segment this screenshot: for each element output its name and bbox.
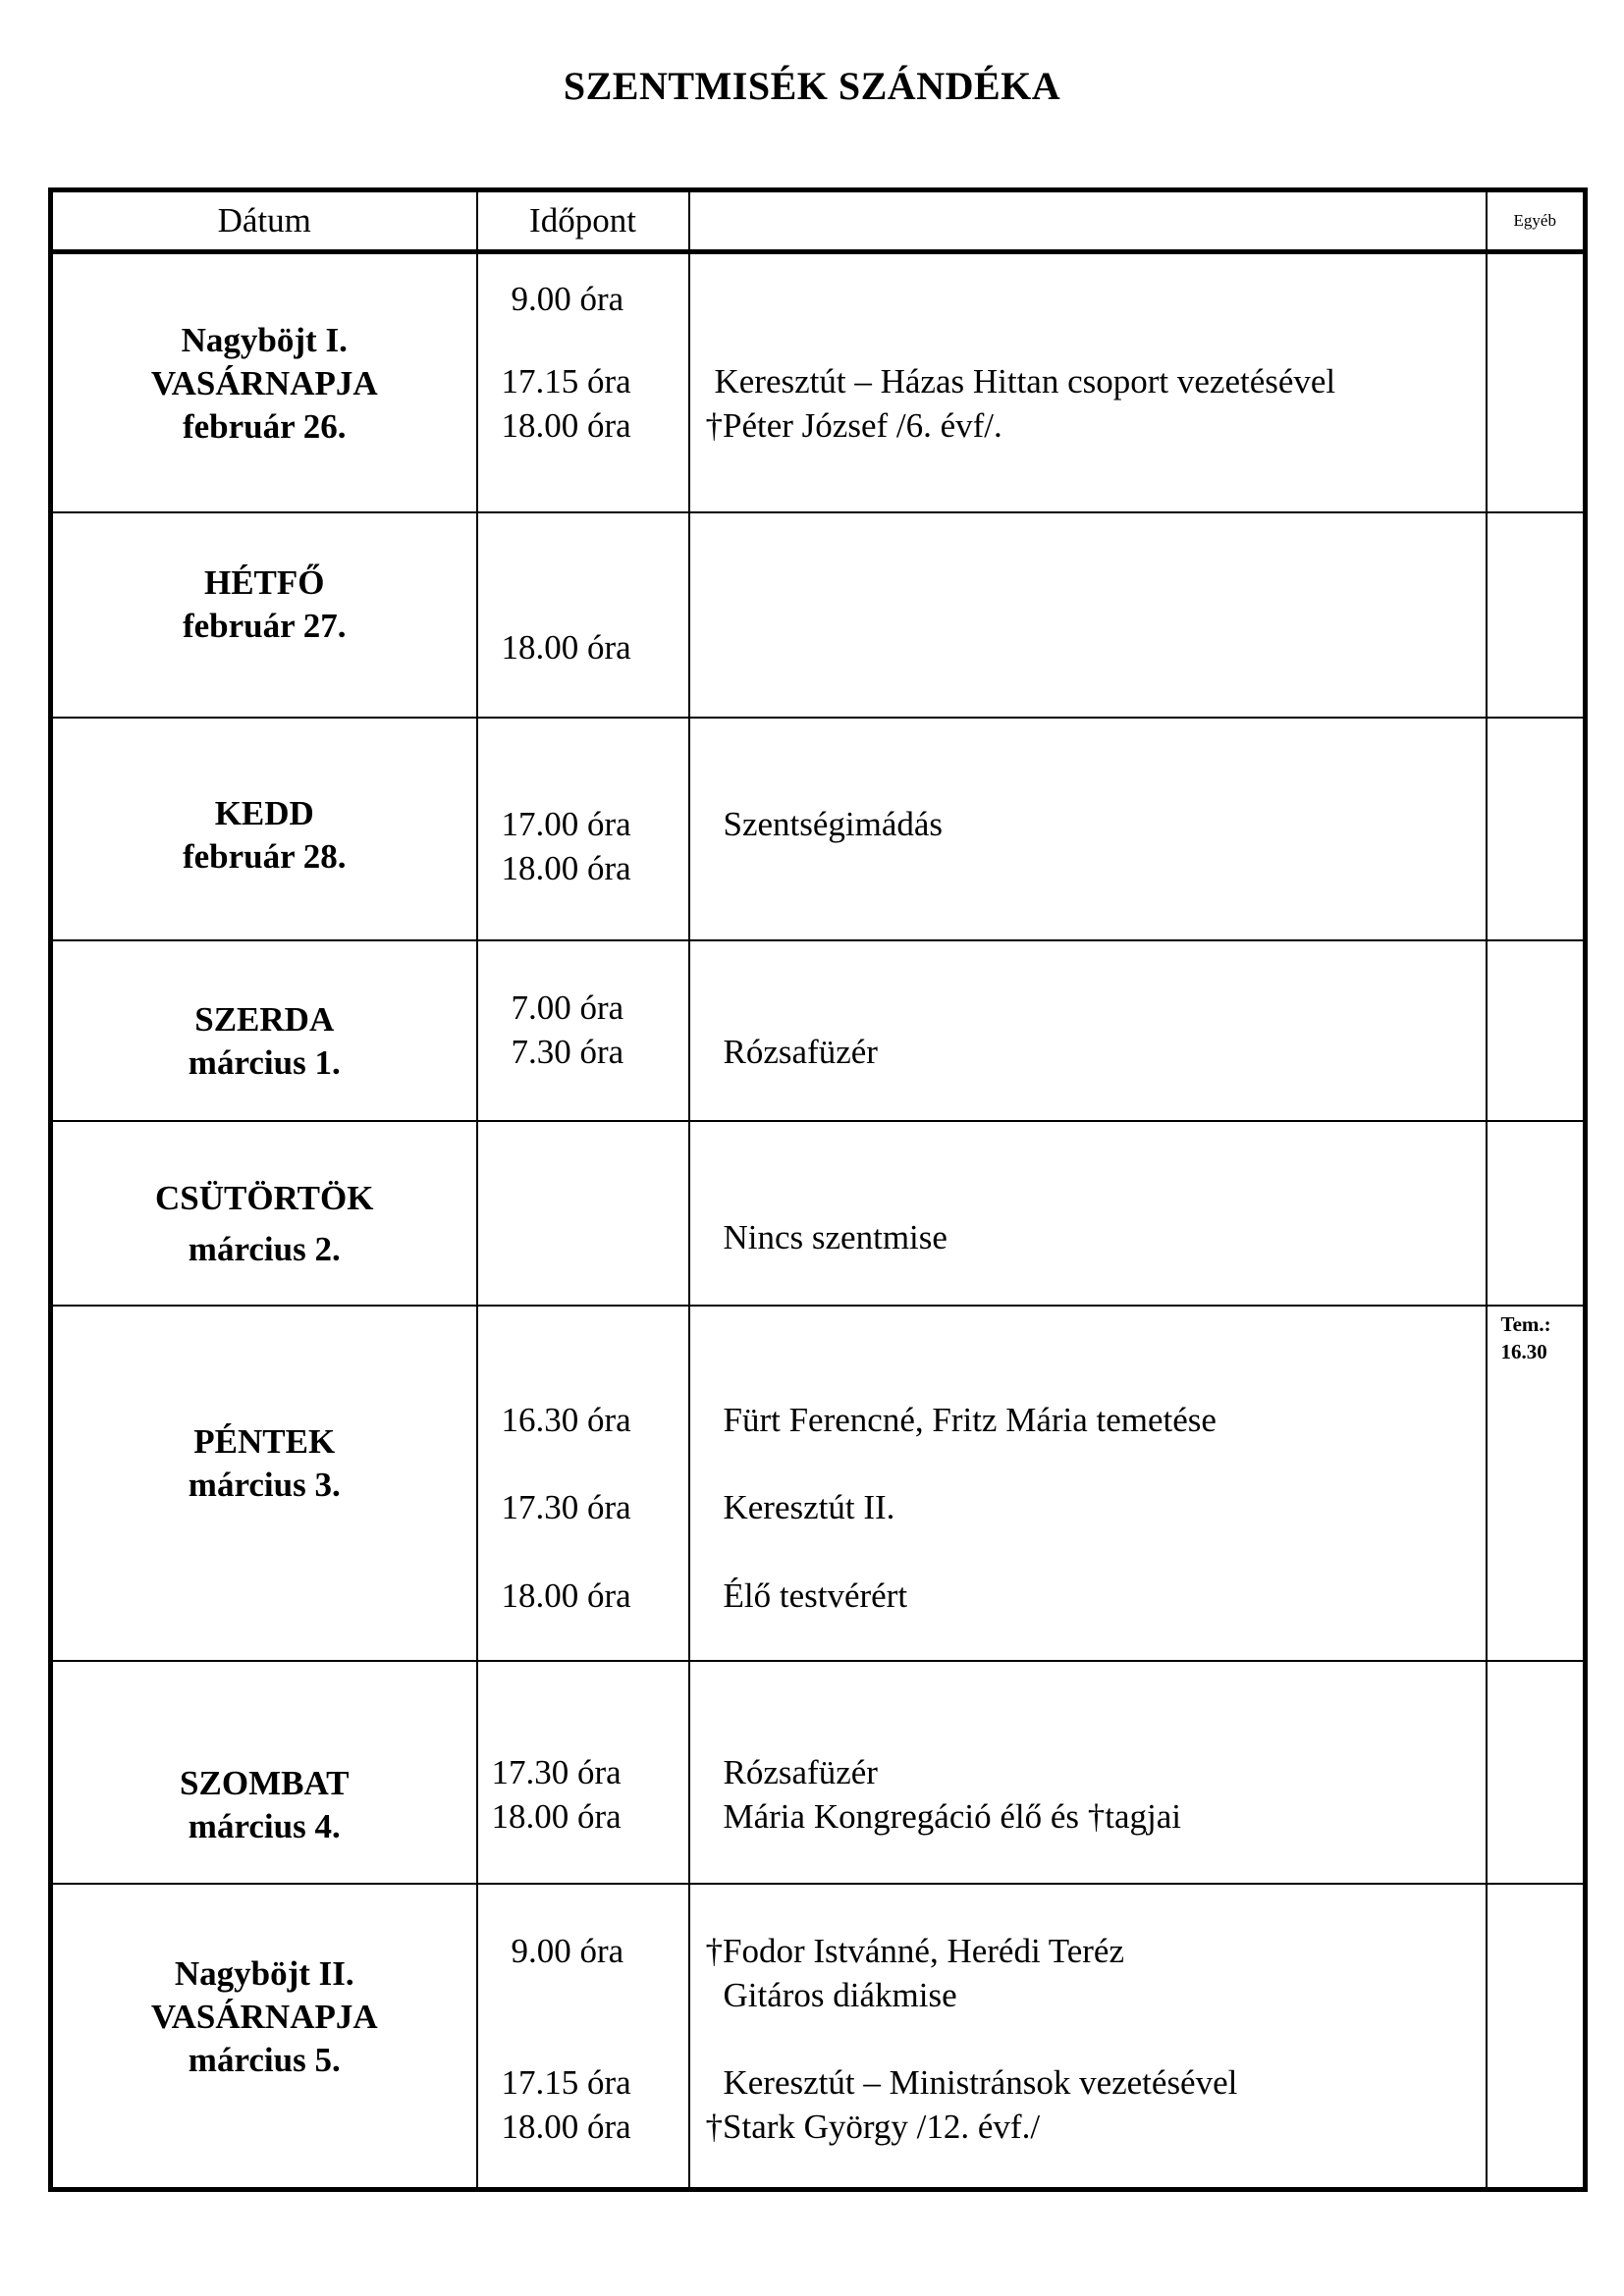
- intent-text: Keresztút – Házas Hittan csoport vezetésével: [714, 362, 1336, 400]
- time-cell: [477, 512, 689, 718]
- date-cell: [51, 940, 477, 1121]
- table-row: [51, 940, 1586, 1121]
- time-value: 18.00 óra: [501, 406, 631, 445]
- time-cell: [477, 1121, 689, 1306]
- time-value: 18.00 óra: [501, 627, 631, 667]
- intent-cell: [689, 512, 1487, 718]
- header-other: Egyéb: [1487, 190, 1586, 252]
- other-cell: [1487, 512, 1586, 718]
- intent-text: Rózsafüzér: [723, 1752, 878, 1791]
- time-cell: [477, 1884, 689, 2190]
- date-cell: [51, 1661, 477, 1884]
- time-value: 9.00 óra: [511, 280, 624, 318]
- other-note: Tem.:: [1500, 1311, 1551, 1336]
- date-cell: [51, 718, 477, 940]
- date-line: március 3.: [188, 1465, 341, 1504]
- header-intent: [689, 190, 1487, 252]
- mass-schedule-table: [48, 187, 1588, 2192]
- time-value: 17.00 óra: [501, 804, 631, 843]
- date-line: HÉTFŐ: [203, 562, 325, 602]
- table-header-row: [51, 190, 1586, 252]
- other-note: 16.30: [1500, 1339, 1547, 1363]
- intent-text: Élő testvérért: [723, 1575, 908, 1615]
- time-value: 17.15 óra: [501, 2062, 631, 2102]
- date-line: PÉNTEK: [193, 1421, 336, 1461]
- intent-text: Mária Kongregáció élő és †tagjai: [723, 1796, 1181, 1836]
- time-cell: [477, 940, 689, 1121]
- table-row: [51, 718, 1586, 940]
- intent-cell: [689, 1661, 1487, 1884]
- date-line: VASÁRNAPJA: [150, 364, 378, 402]
- date-cell: [51, 1884, 477, 2190]
- time-cell: [477, 718, 689, 940]
- other-cell: [1487, 1884, 1586, 2190]
- time-value: 7.00 óra: [511, 988, 624, 1027]
- intent-cell: [689, 940, 1487, 1121]
- time-value: 18.00 óra: [501, 848, 631, 887]
- time-value: 18.00 óra: [491, 1796, 622, 1836]
- other-cell: [1487, 1306, 1586, 1661]
- header-date: Dátum: [51, 190, 477, 252]
- page-title: SZENTMISÉK SZÁNDÉKA: [563, 64, 1061, 108]
- intent-cell: [689, 718, 1487, 940]
- date-line: CSÜTÖRTÖK: [155, 1178, 374, 1217]
- time-cell: [477, 1306, 689, 1661]
- date-line: KEDD: [214, 793, 314, 832]
- date-line: február 28.: [182, 836, 347, 876]
- date-line: SZOMBAT: [180, 1763, 350, 1802]
- time-cell: [477, 1661, 689, 1884]
- date-line: február 27.: [182, 606, 347, 645]
- intent-cell: [689, 1121, 1487, 1306]
- other-cell: [1487, 252, 1586, 512]
- date-line: február 26.: [182, 407, 347, 446]
- time-value: 17.30 óra: [501, 1487, 631, 1526]
- intent-text: †Stark György /12. évf./: [705, 2107, 1041, 2146]
- other-cell: [1487, 1661, 1586, 1884]
- time-value: 18.00 óra: [501, 2107, 631, 2146]
- intent-text: Szentségimádás: [723, 804, 944, 843]
- time-value: 7.30 óra: [511, 1032, 624, 1071]
- date-cell: [51, 1121, 477, 1306]
- date-line: március 1.: [188, 1042, 341, 1082]
- table-row: [51, 1884, 1586, 2190]
- date-cell: [51, 1306, 477, 1661]
- date-line: március 4.: [188, 1806, 341, 1845]
- other-cell: [1487, 718, 1586, 940]
- date-line: VASÁRNAPJA: [150, 1997, 378, 2036]
- other-cell: [1487, 940, 1586, 1121]
- intent-text: Rózsafüzér: [723, 1032, 878, 1071]
- time-value: 18.00 óra: [501, 1575, 631, 1615]
- date-line: március 5.: [188, 2040, 341, 2079]
- date-line: Nagyböjt II.: [174, 1953, 354, 1993]
- table-row: [51, 1661, 1586, 1884]
- date-cell: [51, 252, 477, 512]
- intent-text: Gitáros diákmise: [723, 1975, 957, 2014]
- time-value: 17.15 óra: [501, 362, 631, 400]
- table-row: [51, 512, 1586, 718]
- date-cell: [51, 512, 477, 718]
- date-line: SZERDA: [194, 999, 335, 1039]
- date-line: Nagyböjt I.: [181, 321, 348, 359]
- other-cell: [1487, 1121, 1586, 1306]
- intent-cell: [689, 1306, 1487, 1661]
- intent-text: Fürt Ferencné, Fritz Mária temetése: [723, 1400, 1217, 1439]
- time-value: 17.30 óra: [491, 1752, 622, 1791]
- intent-text: †Péter József /6. évf/.: [705, 406, 1002, 445]
- time-value: 16.30 óra: [501, 1400, 631, 1439]
- intent-cell: [689, 1884, 1487, 2190]
- header-time: Időpont: [477, 190, 689, 252]
- table-row: [51, 252, 1586, 512]
- intent-text: Keresztút – Ministránsok vezetésével: [723, 2062, 1238, 2102]
- time-value: 9.00 óra: [511, 1931, 624, 1970]
- intent-cell: [689, 252, 1487, 512]
- time-cell: [477, 252, 689, 512]
- intent-text: Keresztút II.: [723, 1487, 895, 1526]
- table-row: [51, 1306, 1586, 1661]
- table-row: [51, 1121, 1586, 1306]
- intent-text: Nincs szentmise: [723, 1217, 947, 1256]
- intent-text: †Fodor Istvánné, Herédi Teréz: [705, 1931, 1124, 1970]
- date-line: március 2.: [188, 1229, 341, 1268]
